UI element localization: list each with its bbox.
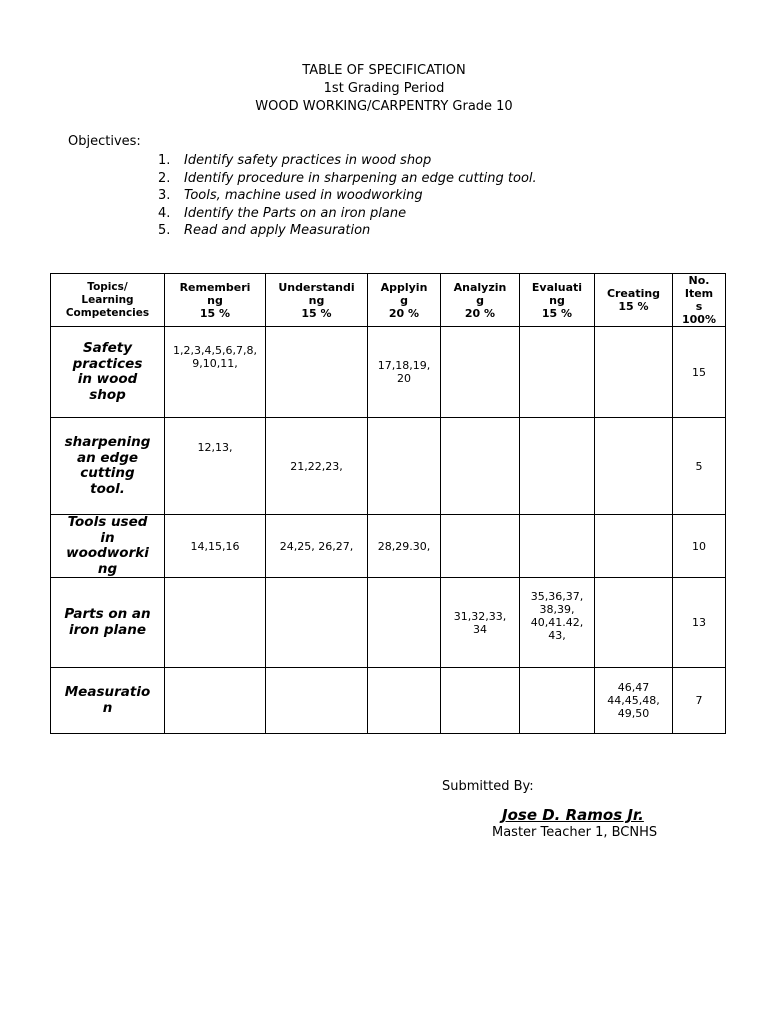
topic-line: n — [102, 699, 113, 716]
topic-cell — [51, 418, 165, 515]
header-line: 20 % — [388, 306, 420, 320]
items-cell — [368, 418, 441, 515]
items-cell — [266, 515, 368, 578]
items-cell — [266, 578, 368, 668]
submitted-by-label: Submitted By: — [442, 779, 534, 794]
header-line: g — [476, 293, 484, 307]
items-cell — [165, 418, 266, 515]
cell-line: 38,39, — [539, 603, 575, 616]
header-line: ng — [308, 293, 325, 307]
topic-cell — [51, 515, 165, 578]
header-line: Creating — [606, 287, 661, 300]
items-cell — [368, 578, 441, 668]
topic-line: an edge — [76, 449, 139, 466]
objective-number: 3. — [158, 188, 171, 204]
cell-line: 31,32,33, — [453, 609, 507, 623]
items-cell — [595, 578, 673, 668]
topic-line: in — [100, 529, 115, 546]
topic-cell — [51, 327, 165, 418]
topic-line: practices — [72, 355, 143, 372]
objective-number: 4. — [158, 205, 171, 221]
header-line: Item — [684, 287, 714, 300]
items-cell — [441, 327, 520, 418]
items-cell — [441, 418, 520, 515]
items-cell — [266, 327, 368, 418]
grading-period: 1st Grading Period — [323, 81, 445, 96]
topic-line: iron plane — [68, 621, 147, 638]
items-cell — [165, 668, 266, 734]
cell-line: 14,15,16 — [190, 539, 240, 553]
total-cell: 10 — [673, 515, 726, 578]
objective-item — [158, 205, 537, 223]
topic-cell — [51, 578, 165, 668]
cell-line: 12,13, — [197, 441, 233, 454]
items-cell — [368, 327, 441, 418]
items-cell — [441, 668, 520, 734]
cell-line: 49,50 — [617, 707, 650, 720]
header-topics — [51, 274, 165, 327]
topic-line: Safety — [82, 340, 133, 356]
header-line: ng — [549, 293, 565, 307]
header-evaluating — [520, 274, 595, 327]
header-applying — [368, 274, 441, 327]
header-line: s — [695, 300, 703, 313]
cell-line: 43, — [548, 629, 566, 642]
cell-line: 17,18,19, — [377, 359, 431, 372]
table-row — [51, 668, 726, 734]
header-analyzing — [441, 274, 520, 327]
items-cell — [441, 515, 520, 578]
cell-line: 34 — [473, 622, 487, 636]
topic-line: Parts on an — [64, 606, 151, 622]
cell-line: 28,29.30, — [377, 539, 431, 553]
objective-text: Tools, machine used in woodworking — [184, 188, 423, 204]
topic-line: in wood — [77, 371, 138, 387]
header-line: No. — [688, 274, 710, 287]
items-cell — [595, 515, 673, 578]
header-line: Analyzin — [453, 280, 507, 294]
total-cell: 7 — [673, 668, 726, 734]
objective-item — [158, 222, 537, 240]
specification-table — [50, 273, 726, 734]
cell-line: 40,41.42, — [530, 616, 584, 629]
cell-line: 24,25, 26,27, — [279, 539, 354, 553]
total-cell: 5 — [673, 418, 726, 515]
objective-item — [158, 170, 537, 188]
cell-line: 9,10,11, — [192, 357, 238, 370]
objectives-label: Objectives: — [68, 134, 141, 149]
header-creating — [595, 274, 673, 327]
items-cell — [520, 515, 595, 578]
header-line: Evaluati — [531, 280, 583, 294]
topic-line: sharpening — [64, 434, 151, 450]
objectives-list — [158, 152, 537, 240]
header-understanding — [266, 274, 368, 327]
cell-line: 44,45,48, — [607, 694, 660, 707]
header-no-items — [673, 274, 726, 327]
table-header-row — [51, 274, 726, 327]
objective-text: Read and apply Measuration — [184, 223, 371, 239]
table-row — [51, 327, 726, 418]
items-cell — [368, 515, 441, 578]
header-remembering — [165, 274, 266, 327]
header-line: 20 % — [464, 306, 496, 320]
topic-line: Tools used — [67, 514, 148, 530]
header-line: g — [400, 293, 408, 307]
items-cell — [266, 418, 368, 515]
signatory-name: Jose D. Ramos Jr. — [502, 806, 644, 824]
header-line: Applyin — [380, 280, 428, 294]
topic-line: shop — [89, 386, 126, 403]
header-line: Rememberi — [179, 280, 251, 294]
items-cell — [595, 327, 673, 418]
table-row — [51, 418, 726, 515]
objective-number: 5. — [158, 223, 171, 239]
header-line: 15 % — [618, 300, 649, 313]
document-title: TABLE OF SPECIFICATION — [302, 63, 466, 78]
cell-line: 35,36,37, — [530, 590, 584, 603]
cell-line: 21,22,23, — [290, 459, 343, 473]
header-line: 15 % — [541, 306, 573, 320]
items-cell — [595, 418, 673, 515]
items-cell — [520, 327, 595, 418]
items-cell — [520, 578, 595, 668]
cell-line: 1,2,3,4,5,6,7,8, — [173, 344, 257, 357]
items-cell — [165, 515, 266, 578]
header-line: ng — [207, 293, 223, 307]
objective-number: 2. — [158, 170, 171, 186]
topic-line: woodworki — [66, 545, 149, 561]
cell-line: 46,47 — [617, 681, 650, 694]
objective-text: Identify safety practices in wood shop — [184, 153, 432, 168]
items-cell — [441, 578, 520, 668]
objective-item — [158, 187, 537, 205]
objective-text: Identify the Parts on an iron plane — [184, 205, 407, 221]
objective-item — [158, 152, 537, 170]
header-line: 100% — [682, 313, 716, 326]
items-cell — [165, 578, 266, 668]
header-line: 15 % — [199, 306, 231, 320]
header-line: Learning — [81, 293, 134, 306]
topic-line: tool. — [90, 480, 125, 497]
items-cell — [165, 327, 266, 418]
total-cell: 15 — [673, 327, 726, 418]
total-cell: 13 — [673, 578, 726, 668]
items-cell — [520, 668, 595, 734]
topic-line: Measuratio — [64, 684, 151, 700]
header-line: 15 % — [301, 306, 332, 320]
objective-text: Identify procedure in sharpening an edge cutting tool. — [184, 170, 537, 186]
table-row — [51, 578, 726, 668]
header-line: Competencies — [65, 306, 150, 319]
topic-line: cutting — [80, 465, 135, 481]
cell-line: 20 — [397, 372, 411, 385]
topic-line: ng — [97, 560, 118, 577]
objective-number: 1. — [158, 153, 171, 168]
items-cell — [520, 418, 595, 515]
subject-title: WOOD WORKING/CARPENTRY Grade 10 — [255, 99, 513, 114]
items-cell — [368, 668, 441, 734]
signatory-role: Master Teacher 1, BCNHS — [492, 825, 658, 840]
header-line: Topics/ — [87, 280, 128, 293]
items-cell — [595, 668, 673, 734]
table-row — [51, 515, 726, 578]
items-cell — [266, 668, 368, 734]
header-line: Understandi — [278, 280, 355, 294]
topic-cell — [51, 668, 165, 734]
